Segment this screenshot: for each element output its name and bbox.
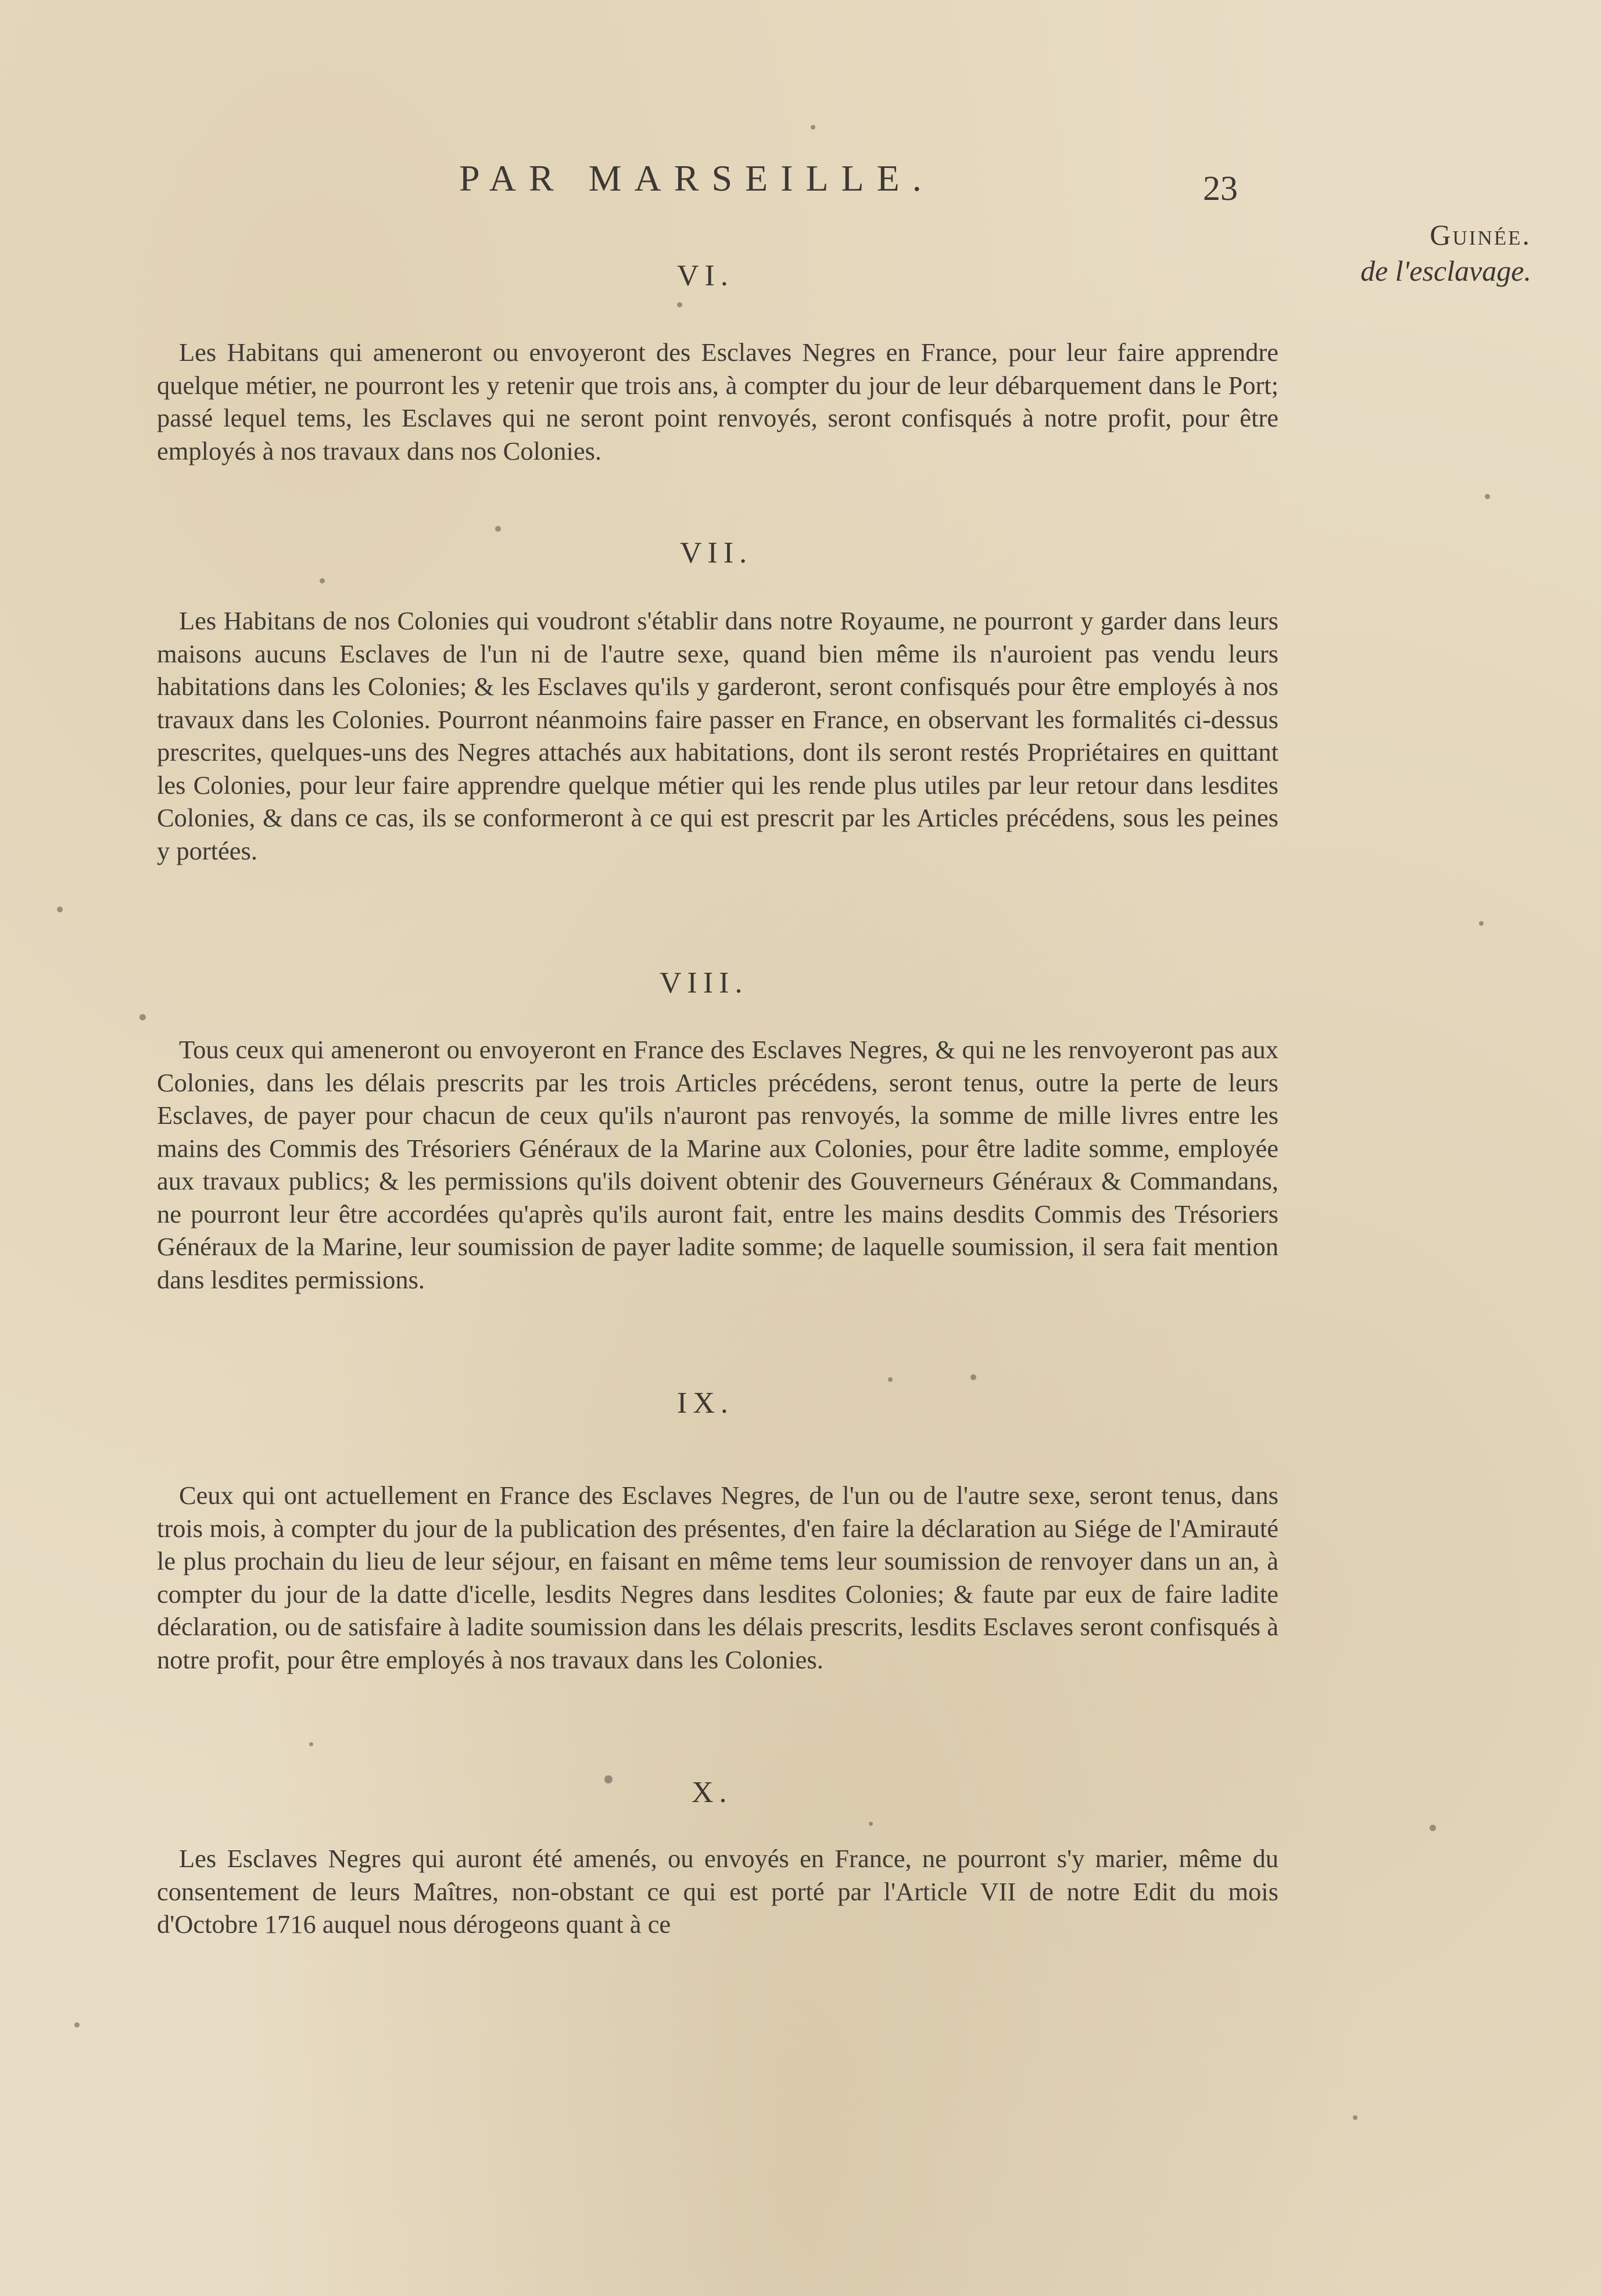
running-head-title: PAR MARSEILLE. — [459, 157, 934, 199]
article-number-vi: VI. — [677, 259, 734, 292]
margin-note — [1287, 218, 1531, 288]
article-text-ix: Ceux qui ont actuellement en France des Esclaves Negres, de l'un ou de l'autre sexe, seront tenus, dans trois mois, à compter du jour de la publication des présentes, d'en faire la déclaration au Siége de l'Amirauté le plus prochain du lieu de leur séjour, en faisant en même tems leur soumission de renvoyer dans un an, à compter du jour de la datte d'icelle, lesdits Negres dans lesdites Colonies; & faute par eux de faire ladite déclaration, ou de satisfaire à ladite soumission dans les délais prescrits, lesdits Esclaves seront confisqués à notre profit, pour être employés à nos travaux dans les Colonies. — [157, 1481, 1278, 1674]
article-number-x: X. — [692, 1776, 733, 1809]
page-number: 23 — [1203, 169, 1238, 207]
article-text-vii: Les Habitans de nos Colonies qui voudront s'établir dans notre Royaume, ne pourront y garder dans leurs maisons aucuns Esclaves de l'un ni de l'autre sexe, quand bien même ils n'auroient pas vendu leurs habitations dans les Colonies; & les Esclaves qu'ils y garderont, seront confisqués pour être employés à nos travaux dans les Colonies. Pourront néanmoins faire passer en France, en observant les formalités ci-dessus prescrites, quelques-uns des Negres attachés aux habitations, dont ils seront restés Propriétaires en quittant les Colonies, pour leur faire apprendre quelque métier qui les rende plus utiles par leur retour dans lesdites Colonies, & dans ce cas, ils se conformeront à ce qui est prescrit par les Articles précédens, sous les peines y portées. — [157, 606, 1278, 865]
margin-note-title: Guinée. — [1430, 219, 1531, 251]
article-number-viii: VIII. — [660, 966, 748, 1000]
article-number-ix: IX. — [677, 1387, 734, 1420]
article-number-vii: VII. — [680, 536, 753, 569]
article-text-x: Les Esclaves Negres qui auront été amenés, ou envoyés en France, ne pourront s'y marier, même du consentement de leurs Maîtres, non-obstant ce qui est porté par l'Article VII de notre Edit du mois d'Octobre 1716 auquel nous dérogeons quant à ce — [157, 1844, 1278, 1939]
article-text-vi: Les Habitans qui ameneront ou envoyeront des Esclaves Negres en France, pour leur faire apprendre quelque métier, ne pourront les y retenir que trois ans, à compter du jour de leur débarquement dans le Port; passé lequel tems, les Esclaves qui ne seront point renvoyés, seront confisqués à notre profit, pour être employés à nos travaux dans nos Colonies. — [157, 338, 1278, 465]
article-text-viii: Tous ceux qui ameneront ou envoyeront en France des Esclaves Negres, & qui ne les renvoyeront pas aux Colonies, dans les délais prescrits par les trois Articles précédens, seront tenus, outre la perte de leurs Esclaves, de payer pour chacun de ceux qu'ils n'auront pas renvoyés, la somme de mille livres entre les mains des Commis des Trésoriers Généraux de la Marine aux Colonies, pour être ladite somme, employée aux travaux publics; & les permissions qu'ils doivent obtenir des Gouverneurs Généraux & Commandans, ne pourront leur être accordées qu'après qu'ils auront fait, entre les mains desdits Commis des Trésoriers Généraux de la Marine, leur soumission de payer ladite somme; de laquelle soumission, il sera fait mention dans lesdites permissions. — [157, 1035, 1278, 1294]
margin-note-subtitle: de l'esclavage. — [1360, 255, 1531, 287]
